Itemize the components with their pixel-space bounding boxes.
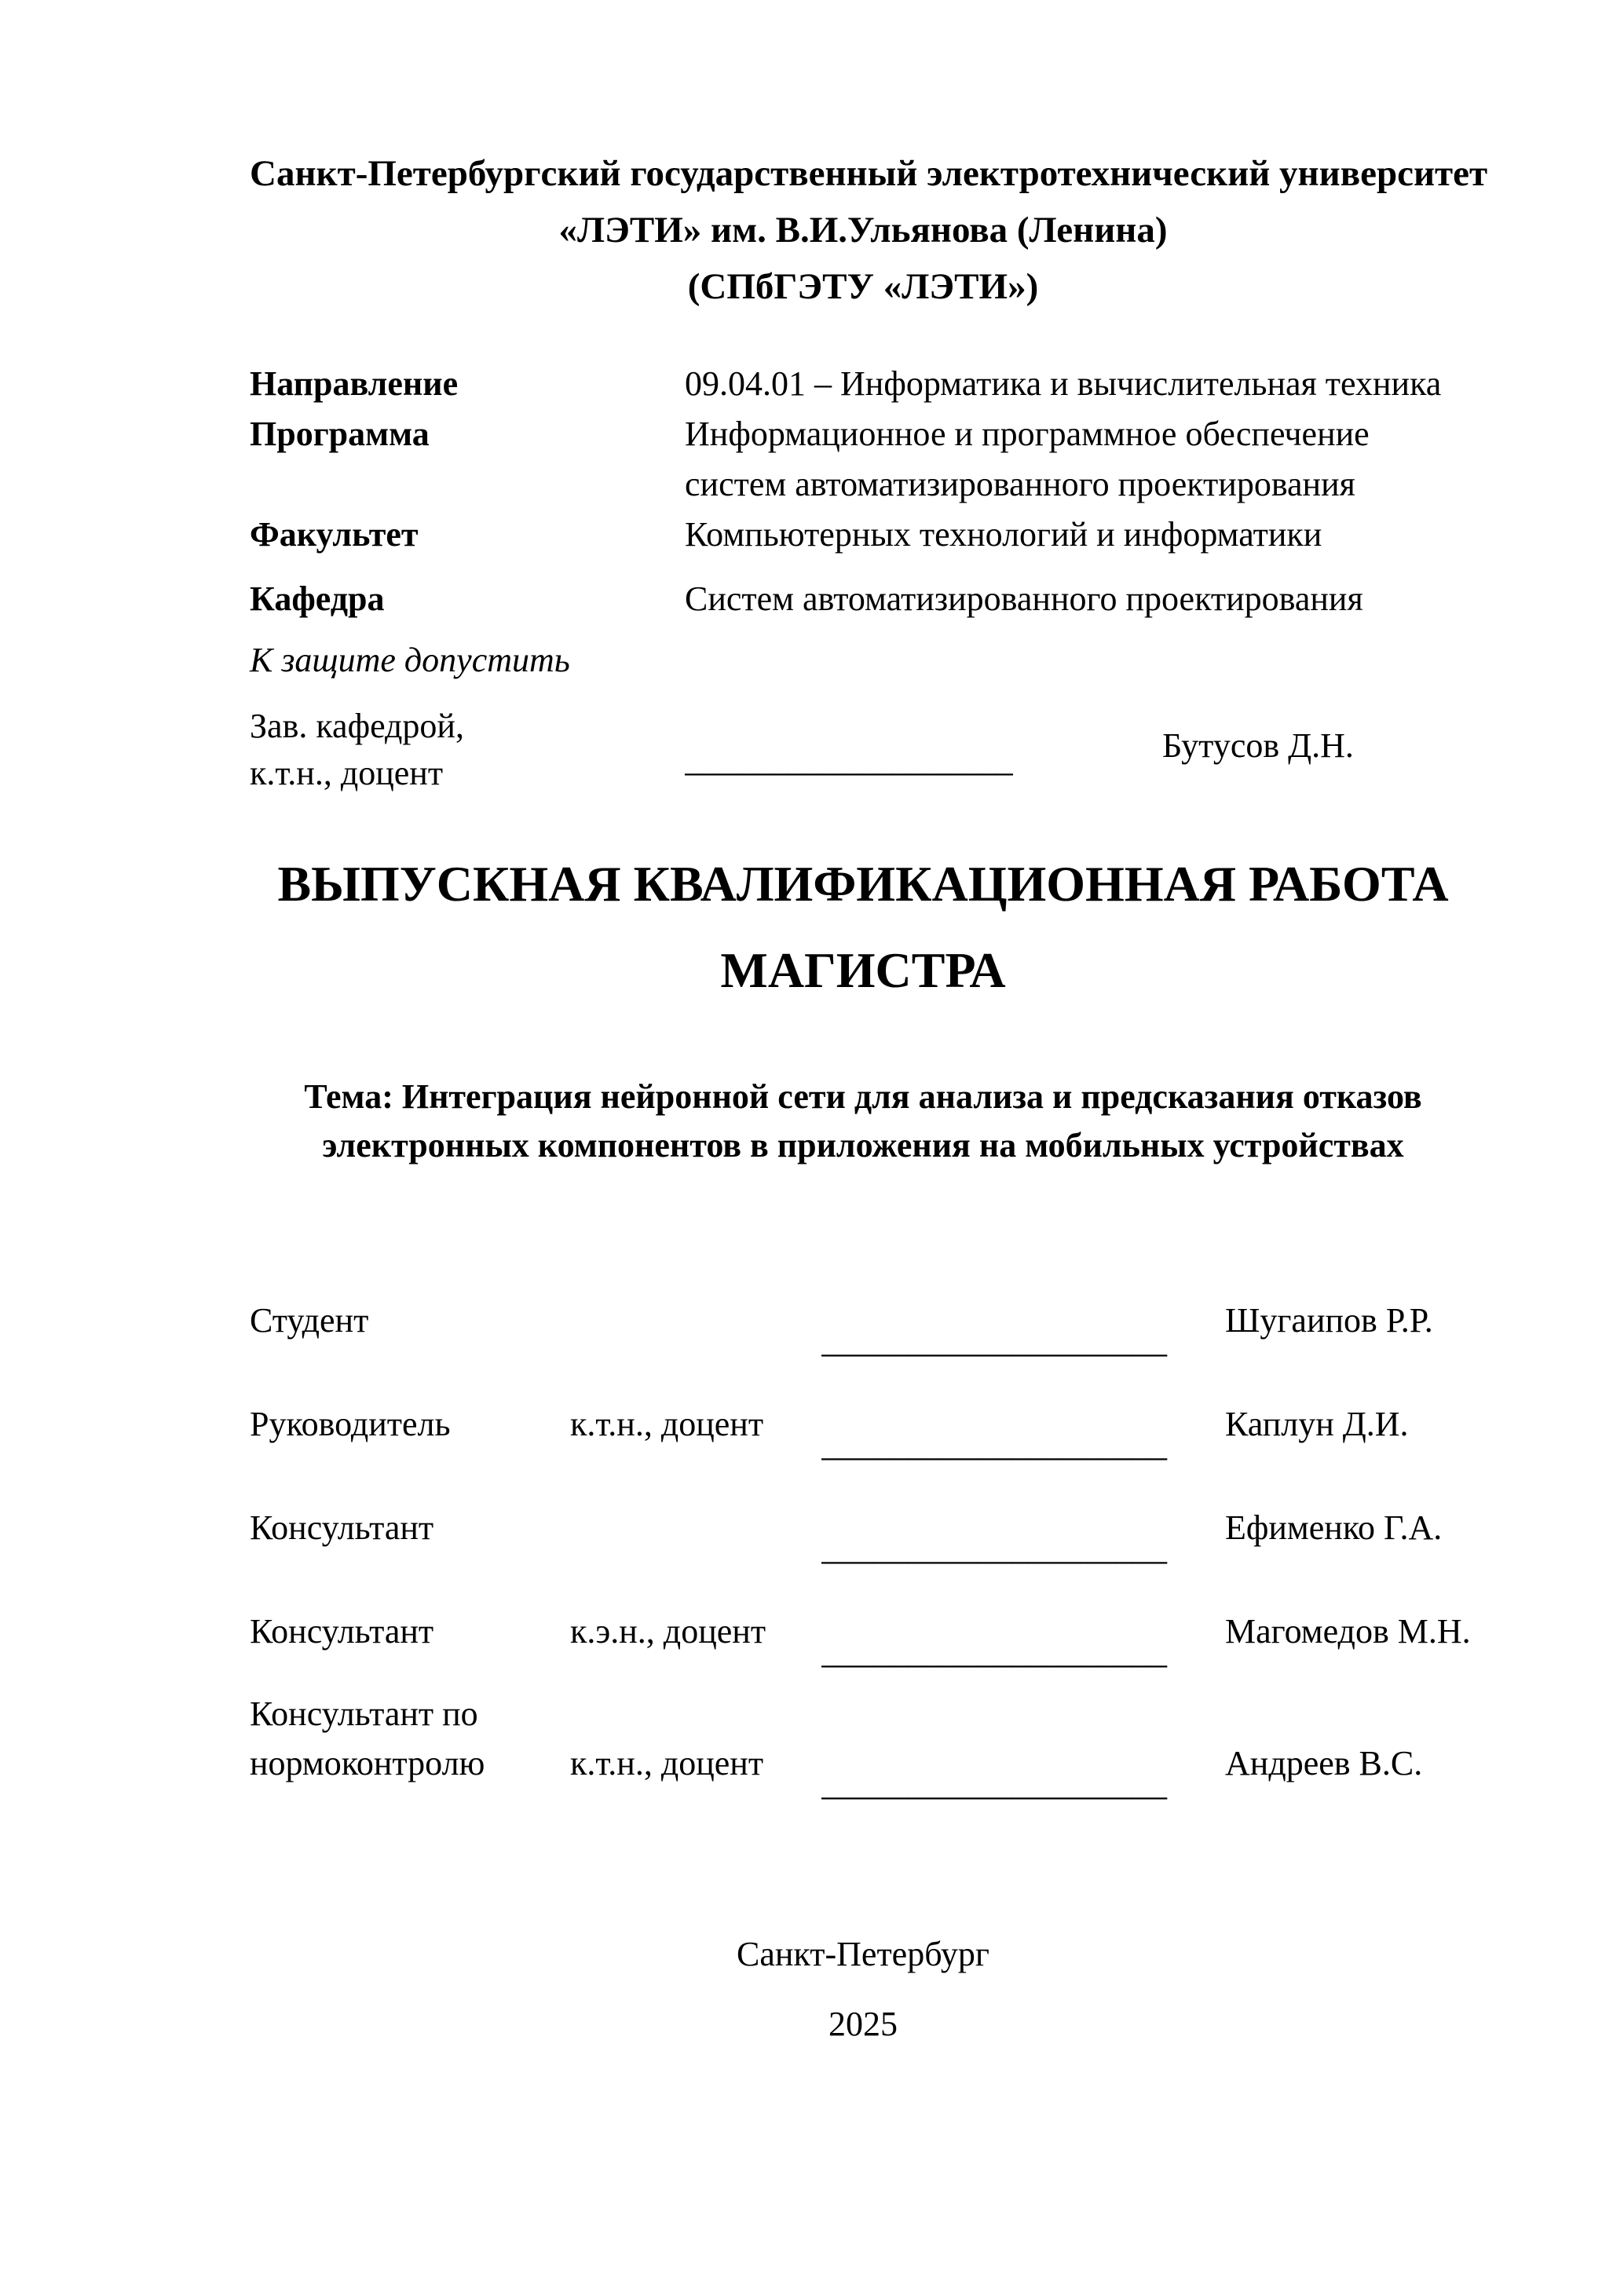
signature-role: Студент: [250, 1301, 369, 1340]
signature-name: Магомедов М.Н.: [1225, 1612, 1471, 1651]
signature-role: Консультант по нормоконтролю: [250, 1695, 485, 1782]
signature-table: [250, 1296, 1476, 1803]
signature-row-norm-control-consultant: [250, 1689, 1476, 1803]
faculty-value: Компьютерных технологий и информатики: [685, 515, 1322, 554]
signature-role: Консультант: [250, 1612, 434, 1651]
admit-to-defense-line: К защите допустить: [250, 641, 570, 679]
signature-name: Андреев В.С.: [1225, 1744, 1423, 1782]
thesis-topic: [250, 1073, 1476, 1170]
signature-degree: к.т.н., доцент: [570, 1405, 764, 1443]
thesis-topic-line2: электронных компонентов в приложения на мобильных устройствах: [322, 1126, 1404, 1164]
signature-row-consultant-1: [250, 1503, 1476, 1567]
signature-role: Консультант: [250, 1508, 434, 1547]
approver-signature-line: ___________________: [685, 740, 1013, 779]
program-label: Программа: [250, 415, 430, 453]
department-label: Кафедра: [250, 579, 385, 618]
info-row-faculty: [250, 510, 1476, 560]
signature-degree: к.т.н., доцент: [570, 1744, 764, 1782]
program-value-line1: Информационное и программное обеспечение: [685, 415, 1370, 453]
info-row-program: [250, 409, 1476, 510]
faculty-label: Факультет: [250, 515, 419, 554]
program-value: [685, 409, 1370, 510]
signature-row-supervisor: [250, 1399, 1476, 1464]
direction-value: 09.04.01 – Информатика и вычислительная техника: [685, 364, 1442, 403]
signature-name: Каплун Д.И.: [1225, 1405, 1409, 1443]
signature-degree: к.э.н., доцент: [570, 1612, 766, 1651]
footer-block: [250, 1929, 1476, 2049]
signature-line: ____________________: [821, 1425, 1167, 1464]
department-value: Систем автоматизированного проектирования: [685, 579, 1363, 618]
university-name: Санкт-Петербургский государственный электротехнический университет: [250, 153, 1488, 194]
info-row-direction: [250, 359, 1476, 409]
university-leti-line: «ЛЭТИ» им. В.И.Ульянова (Ленина): [558, 210, 1168, 250]
direction-label: Направление: [250, 364, 459, 403]
signature-row-consultant-2: [250, 1607, 1476, 1671]
program-value-line2: систем автоматизированного проектирования: [685, 465, 1355, 503]
signature-name: Ефименко Г.А.: [1225, 1508, 1443, 1547]
program-info-grid: [250, 359, 1476, 624]
document-title: [250, 841, 1476, 1014]
approver-name: Бутусов Д.Н.: [1162, 726, 1354, 765]
signature-line: ____________________: [821, 1322, 1167, 1360]
signature-role: Руководитель: [250, 1405, 451, 1443]
signature-line: ____________________: [821, 1632, 1167, 1671]
footer-year: 2025: [828, 2005, 898, 2043]
signature-row-student: [250, 1296, 1476, 1360]
signature-line: ____________________: [821, 1529, 1167, 1567]
footer-city: Санкт-Петербург: [737, 1935, 989, 1973]
signature-name: Шугаипов Р.Р.: [1225, 1301, 1433, 1340]
approval-signature-block: [250, 703, 1476, 797]
approver-position: [250, 703, 685, 797]
info-row-department: [250, 574, 1476, 624]
signature-line: ____________________: [821, 1764, 1167, 1803]
document-title-line1: ВЫПУСКНАЯ КВАЛИФИКАЦИОННАЯ РАБОТА: [277, 856, 1449, 912]
thesis-topic-line1: Тема: Интеграция нейронной сети для анализа и предсказания отказов: [304, 1077, 1422, 1116]
approver-position-line2: к.т.н., доцент: [250, 754, 444, 792]
approver-position-line1: Зав. кафедрой,: [250, 707, 464, 745]
document-title-line2: МАГИСТРА: [720, 942, 1006, 998]
university-header: [250, 145, 1488, 315]
university-abbreviation: (СПбГЭТУ «ЛЭТИ»): [687, 266, 1039, 307]
